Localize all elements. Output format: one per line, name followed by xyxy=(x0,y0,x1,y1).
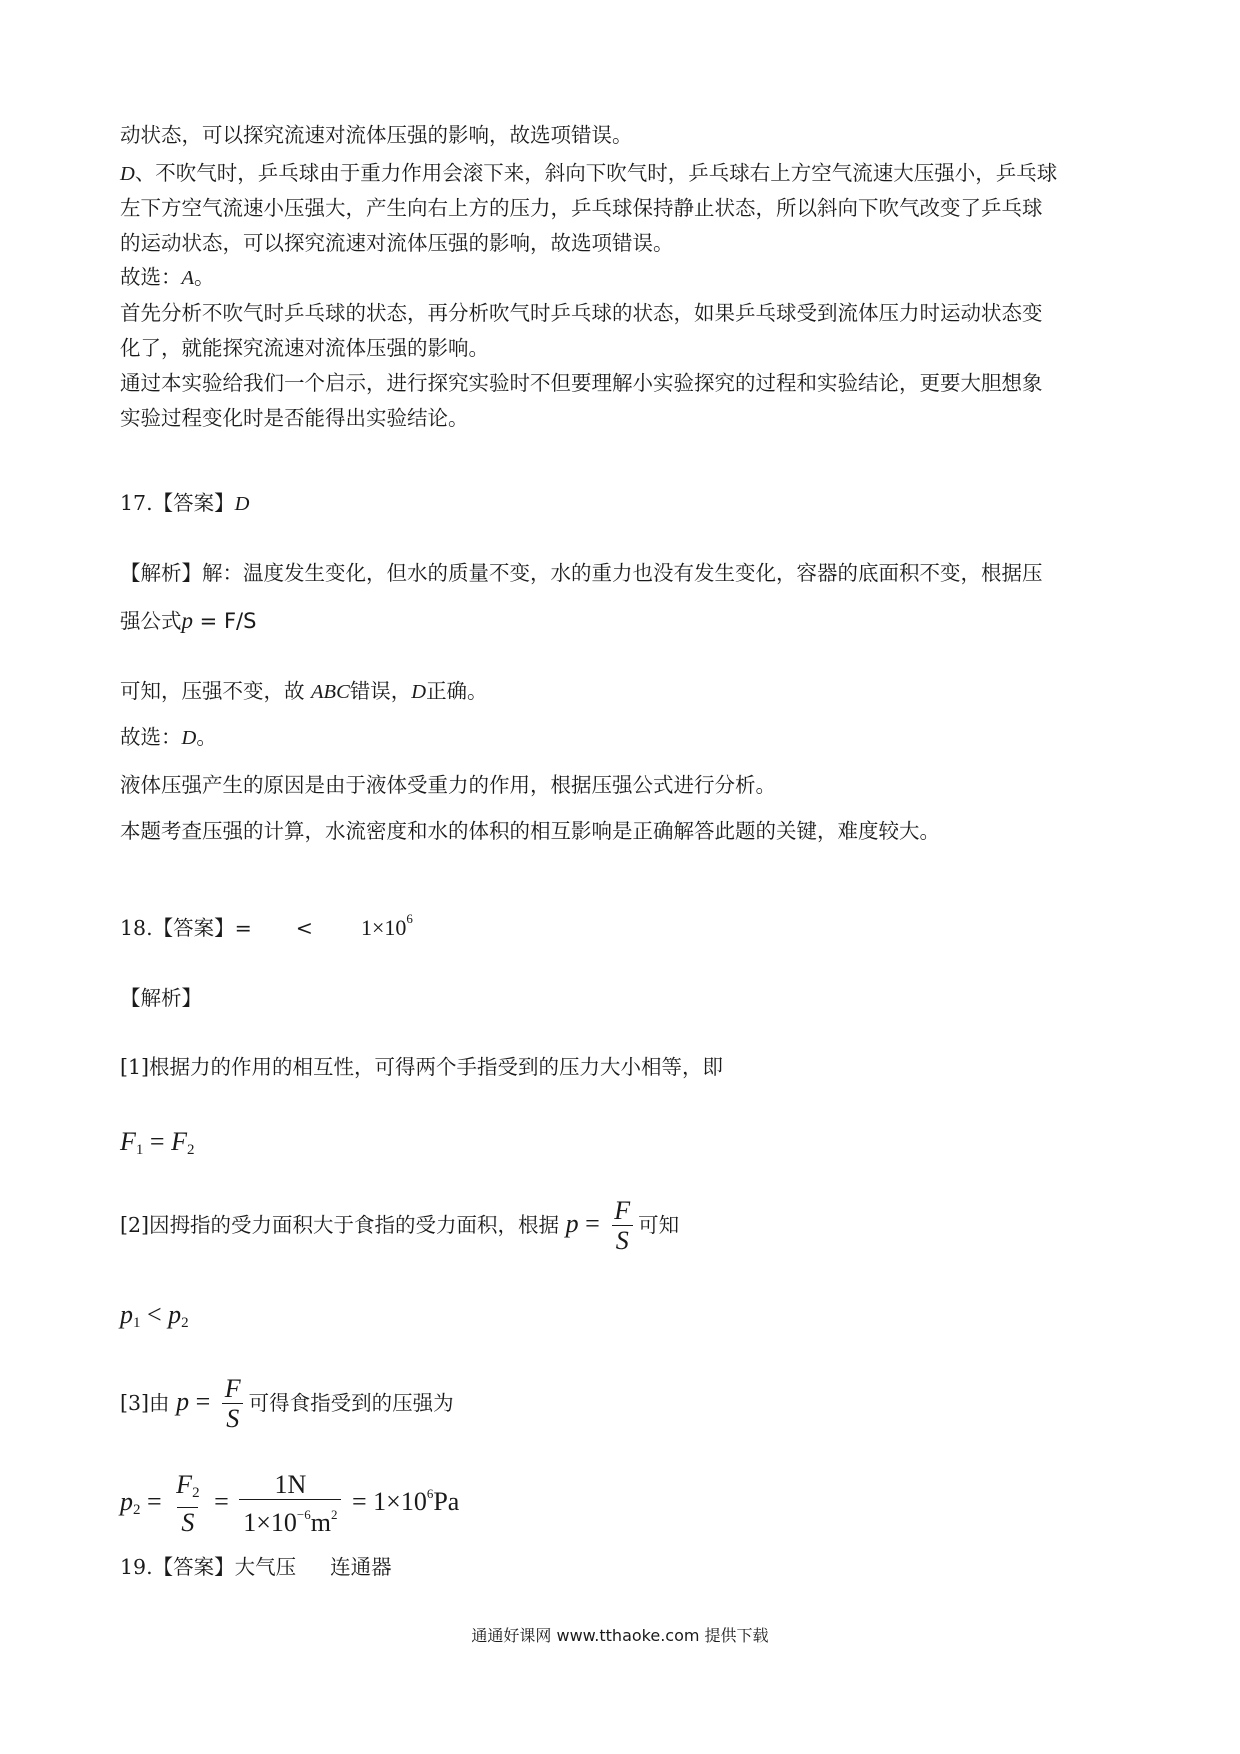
q18-inequality: $p_1 < p_2$ xyxy=(120,1300,189,1331)
paragraph-line: 左下方空气流速小压强大，产生向右上方的压力，乒乓球保持静止状态，所以斜向下吹气改变了乒乓球 xyxy=(120,196,1043,220)
q17-analysis-line: 【解析】解：温度发生变化，但水的质量不变，水的重力也没有发生变化，容器的底面积不变，根据压 xyxy=(120,561,1043,585)
q18-step1: [1]根据力的作用的相互性，可得两个手指受到的压力大小相等，即 xyxy=(120,1055,724,1079)
q19-answer-line: 19.【答案】大气压 连通器 xyxy=(120,1555,392,1579)
paragraph-line: D、不吹气时，乒乓球由于重力作用会滚下来，斜向下吹气时，乒乓球右上方空气流速大压强小，乒乓球 xyxy=(120,161,1058,185)
q18-equation-forces: $F_1 = F_2$ xyxy=(120,1127,195,1158)
q17-formula-line: 强公式p = F/S xyxy=(120,608,257,633)
q18-step3: [3]由 p = $\frac{F}{S}$ 可得食指受到的压强为 xyxy=(120,1373,454,1433)
q17-conclusion-line: 可知，压强不变，故 ABC错误，D正确。 xyxy=(120,679,488,703)
q18-step2: [2]因拇指的受力面积大于食指的受力面积，根据 p = $\frac{F}{S}$ 可知 xyxy=(120,1195,680,1255)
paragraph-line: 实验过程变化时是否能得出实验结论。 xyxy=(120,406,469,430)
page-footer: 通通好课网 www.tthaoke.com 提供下载 xyxy=(471,1626,769,1645)
q18-analysis-title: 【解析】 xyxy=(120,986,202,1010)
paragraph-line: 的运动状态，可以探究流速对流体压强的影响，故选项错误。 xyxy=(120,231,674,255)
paragraph-line: 动状态，可以探究流速对流体压强的影响，故选项错误。 xyxy=(120,123,633,147)
q17-reason-line: 液体压强产生的原因是由于液体受重力的作用，根据压强公式进行分析。 xyxy=(120,773,776,797)
paragraph-line: 通过本实验给我们一个启示，进行探究实验时不但要理解小实验探究的过程和实验结论，更要大胆想象 xyxy=(120,371,1043,395)
q18-calculation: $p_2$ = $\frac{F_2}{S}$ = $\frac{1N}{1\times 10^{-6}m^2}$ = $1\times 10^6Pa$ xyxy=(120,1469,460,1537)
option-letter: D xyxy=(120,163,135,185)
q18-answer-line: 18.【答案】= < $1\times 10^6$ xyxy=(120,911,413,940)
q17-choose-line: 故选：D。 xyxy=(120,725,217,749)
paragraph-line: 故选：A。 xyxy=(120,265,215,289)
paragraph-line: 化了，就能探究流速对流体压强的影响。 xyxy=(120,336,489,360)
paragraph-line: 首先分析不吹气时乒乓球的状态，再分析吹气时乒乓球的状态，如果乒乓球受到流体压力时运动状态变 xyxy=(120,301,1043,325)
q17-comment-line: 本题考查压强的计算，水流密度和水的体积的相互影响是正确解答此题的关键，难度较大。 xyxy=(120,819,940,843)
q17-answer-line: 17.【答案】D xyxy=(120,491,250,515)
